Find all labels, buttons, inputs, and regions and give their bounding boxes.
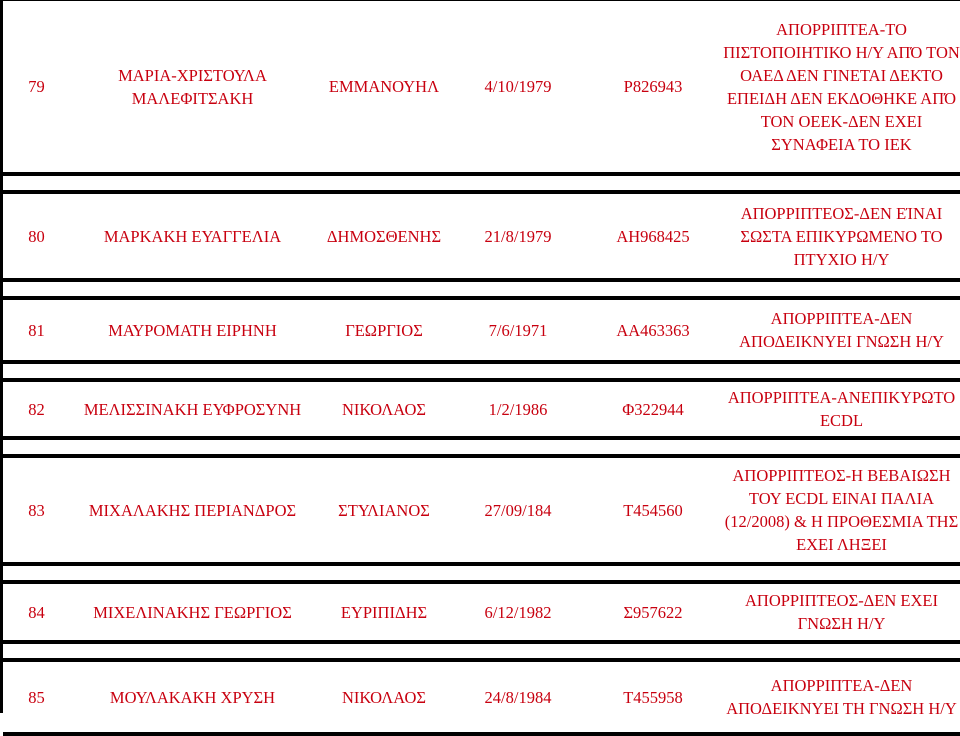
row-gap [3,642,960,660]
full-name: ΜΑΡΚΑΚΗ ΕΥΑΓΓΕΛΙΑ [70,192,315,280]
applicants-table [3,0,960,736]
decision-note: ΑΠΟΡΡΙΠΤΕΑ-ΤΟ ΠΙΣΤΟΠΟΙΗΤΙΚΟ Η/Υ ΑΠΌ ΤΟΝ ΟΑΕΔ ΔΕΝ ΓΙΝΕΤΑΙ ΔΕΚΤΟ ΕΠΕΙΔΗ ΔΕΝ ΕΚΔΟΘΗΚΕ ΑΠΌ ΤΟΝ ΟΕΕΚ-ΔΕΝ ΕΧΕΙ ΣΥΝΑΦΕΙΑ ΤΟ ΙΕΚ [723,0,960,174]
id-number: Τ454560 [583,456,723,564]
row-number: 80 [3,192,70,280]
birth-date: 4/10/1979 [453,0,583,174]
row-gap [3,280,960,298]
full-name: ΜΕΛΙΣΣΙΝΑΚΗ ΕΥΦΡΟΣΥΝΗ [70,380,315,438]
full-name: ΜΑΥΡΟΜΑΤΗ ΕΙΡΗΝΗ [70,298,315,362]
father-name: ΝΙΚΟΛΑΟΣ [315,380,453,438]
row-number: 85 [3,660,70,734]
table-row [3,660,960,734]
father-name: ΕΥΡΙΠΙΔΗΣ [315,582,453,642]
id-number: Ρ826943 [583,0,723,174]
table-row [3,192,960,280]
table-row [3,456,960,564]
row-gap [3,174,960,192]
decision-note: ΑΠΟΡΡΙΠΤΕΟΣ-Η ΒΕΒΑΙΩΣΗ ΤΟΥ ECDL ΕΙΝΑΙ ΠΑΛΙΑ (12/2008) & Η ΠΡΟΘΕΣΜΙΑ ΤΗΣ ΕΧΕΙ ΛΗΞΕΙ [723,456,960,564]
full-name: ΜΟΥΛΑΚΑΚΗ ΧΡΥΣΗ [70,660,315,734]
table-row [3,582,960,642]
row-number: 79 [3,0,70,174]
row-gap [3,564,960,582]
row-number: 83 [3,456,70,564]
id-number: Φ322944 [583,380,723,438]
decision-note: ΑΠΟΡΡΙΠΤΕΑ-ΑΝΕΠΙΚΥΡΩΤΟ ECDL [723,380,960,438]
row-number: 84 [3,582,70,642]
birth-date: 1/2/1986 [453,380,583,438]
father-name: ΓΕΩΡΓΙΟΣ [315,298,453,362]
decision-note: ΑΠΟΡΡΙΠΤΕΟΣ-ΔΕΝ ΕΧΕΙ ΓΝΩΣΗ Η/Υ [723,582,960,642]
table-row [3,298,960,362]
decision-note: ΑΠΟΡΡΙΠΤΕΟΣ-ΔΕΝ ΕΊΝΑΙ ΣΩΣΤΑ ΕΠΙΚΥΡΩΜΕΝΟ ΤΟ ΠΤΥΧΙΟ Η/Υ [723,192,960,280]
full-name: ΜΑΡΙΑ-ΧΡΙΣΤΟΥΛΑ ΜΑΛΕΦΙΤΣΑΚΗ [70,0,315,174]
id-number: Τ455958 [583,660,723,734]
father-name: ΔΗΜΟΣΘΕΝΗΣ [315,192,453,280]
full-name: ΜΙΧΕΛΙΝΑΚΗΣ ΓΕΩΡΓΙΟΣ [70,582,315,642]
id-number: Σ957622 [583,582,723,642]
row-gap [3,438,960,456]
id-number: ΑΑ463363 [583,298,723,362]
table-row [3,0,960,174]
row-number: 82 [3,380,70,438]
birth-date: 24/8/1984 [453,660,583,734]
father-name: ΣΤΥΛΙΑΝΟΣ [315,456,453,564]
father-name: ΝΙΚΟΛΑΟΣ [315,660,453,734]
birth-date: 7/6/1971 [453,298,583,362]
decision-note: ΑΠΟΡΡΙΠΤΕΑ-ΔΕΝ ΑΠΟΔΕΙΚΝΥΕΙ ΤΗ ΓΝΩΣΗ Η/Υ [723,660,960,734]
table-row [3,380,960,438]
decision-note: ΑΠΟΡΡΙΠΤΕΑ-ΔΕΝ ΑΠΟΔΕΙΚΝΥΕΙ ΓΝΩΣΗ Η/Υ [723,298,960,362]
birth-date: 27/09/184 [453,456,583,564]
id-number: ΑΗ968425 [583,192,723,280]
row-number: 81 [3,298,70,362]
full-name: ΜΙΧΑΛΑΚΗΣ ΠΕΡΙΑΝΔΡΟΣ [70,456,315,564]
father-name: ΕΜΜΑΝΟΥΗΛ [315,0,453,174]
row-gap [3,362,960,380]
birth-date: 21/8/1979 [453,192,583,280]
birth-date: 6/12/1982 [453,582,583,642]
